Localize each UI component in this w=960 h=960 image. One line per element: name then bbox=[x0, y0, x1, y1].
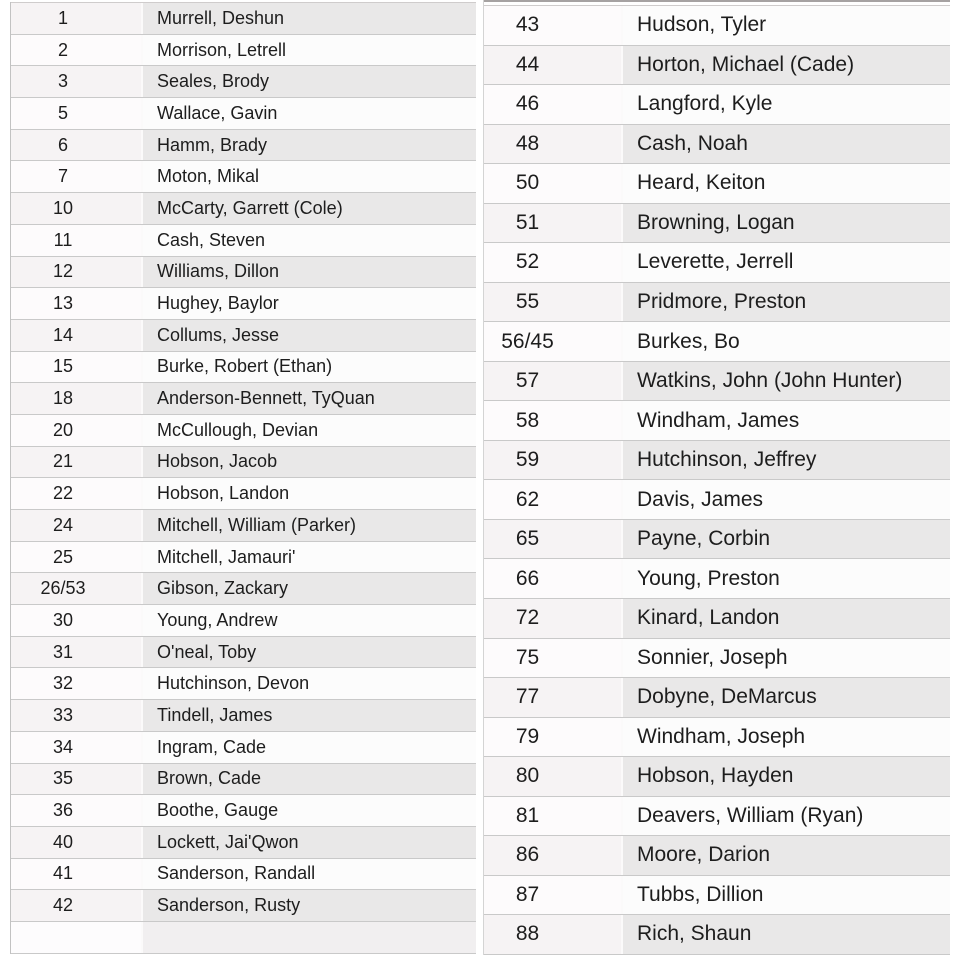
jersey-number-cell: 87 bbox=[484, 876, 621, 915]
jersey-number-cell: 3 bbox=[11, 66, 141, 97]
jersey-number-cell: 31 bbox=[11, 637, 141, 668]
roster-row bbox=[484, 836, 950, 876]
roster-row bbox=[11, 827, 476, 859]
jersey-number-cell: 59 bbox=[484, 441, 621, 480]
player-name-cell: Hamm, Brady bbox=[141, 130, 476, 161]
jersey-number-cell: 5 bbox=[11, 98, 141, 129]
roster-row bbox=[11, 35, 476, 67]
jersey-number-cell: 86 bbox=[484, 836, 621, 875]
jersey-number-cell: 11 bbox=[11, 225, 141, 256]
roster-row bbox=[484, 441, 950, 481]
roster-row bbox=[484, 559, 950, 599]
jersey-number-cell: 79 bbox=[484, 718, 621, 757]
jersey-number-cell: 34 bbox=[11, 732, 141, 763]
jersey-number-cell: 30 bbox=[11, 605, 141, 636]
player-name-cell: Hudson, Tyler bbox=[621, 6, 950, 45]
player-name-cell: Hobson, Jacob bbox=[141, 447, 476, 478]
roster-table-left bbox=[10, 2, 476, 954]
player-name-cell: Leverette, Jerrell bbox=[621, 243, 950, 282]
jersey-number-cell: 14 bbox=[11, 320, 141, 351]
roster-row bbox=[11, 764, 476, 796]
jersey-number-cell: 41 bbox=[11, 859, 141, 890]
roster-table-right-rows bbox=[484, 5, 950, 955]
roster-row bbox=[11, 542, 476, 574]
jersey-number-cell: 21 bbox=[11, 447, 141, 478]
jersey-number-cell: 32 bbox=[11, 668, 141, 699]
jersey-number-cell: 58 bbox=[484, 401, 621, 440]
jersey-number-cell: 52 bbox=[484, 243, 621, 282]
player-name-cell: Anderson-Bennett, TyQuan bbox=[141, 383, 476, 414]
roster-row bbox=[11, 3, 476, 35]
jersey-number-cell: 22 bbox=[11, 478, 141, 509]
roster-row bbox=[484, 243, 950, 283]
jersey-number-cell bbox=[11, 922, 141, 953]
player-name-cell: Sonnier, Joseph bbox=[621, 639, 950, 678]
jersey-number-cell: 81 bbox=[484, 797, 621, 836]
roster-row bbox=[11, 510, 476, 542]
roster-row bbox=[484, 915, 950, 955]
roster-row bbox=[484, 520, 950, 560]
jersey-number-cell: 56/45 bbox=[484, 322, 621, 361]
roster-table-left-rows bbox=[11, 2, 476, 954]
roster-row bbox=[484, 85, 950, 125]
roster-row bbox=[11, 732, 476, 764]
roster-row bbox=[484, 599, 950, 639]
player-name-cell: Tubbs, Dillion bbox=[621, 876, 950, 915]
jersey-number-cell: 66 bbox=[484, 559, 621, 598]
player-name-cell bbox=[141, 922, 476, 953]
jersey-number-cell: 50 bbox=[484, 164, 621, 203]
roster-row bbox=[11, 352, 476, 384]
player-name-cell: Murrell, Deshun bbox=[141, 3, 476, 34]
roster-row bbox=[484, 204, 950, 244]
player-name-cell: Tindell, James bbox=[141, 700, 476, 731]
roster-row bbox=[484, 718, 950, 758]
roster-row bbox=[484, 6, 950, 46]
player-name-cell: Hobson, Landon bbox=[141, 478, 476, 509]
roster-row bbox=[484, 876, 950, 916]
jersey-number-cell: 46 bbox=[484, 85, 621, 124]
jersey-number-cell: 13 bbox=[11, 288, 141, 319]
player-name-cell: Lockett, Jai'Qwon bbox=[141, 827, 476, 858]
jersey-number-cell: 10 bbox=[11, 193, 141, 224]
player-name-cell: Hutchinson, Jeffrey bbox=[621, 441, 950, 480]
player-name-cell: Moore, Darion bbox=[621, 836, 950, 875]
player-name-cell: Mitchell, William (Parker) bbox=[141, 510, 476, 541]
player-name-cell: Hobson, Hayden bbox=[621, 757, 950, 796]
player-name-cell: Burke, Robert (Ethan) bbox=[141, 352, 476, 383]
player-name-cell: Morrison, Letrell bbox=[141, 35, 476, 66]
jersey-number-cell: 1 bbox=[11, 3, 141, 34]
jersey-number-cell: 36 bbox=[11, 795, 141, 826]
roster-row bbox=[11, 130, 476, 162]
jersey-number-cell: 7 bbox=[11, 161, 141, 192]
player-name-cell: Payne, Corbin bbox=[621, 520, 950, 559]
player-name-cell: Sanderson, Rusty bbox=[141, 890, 476, 921]
jersey-number-cell: 75 bbox=[484, 639, 621, 678]
roster-row bbox=[11, 447, 476, 479]
player-name-cell: Horton, Michael (Cade) bbox=[621, 46, 950, 85]
player-name-cell: Mitchell, Jamauri' bbox=[141, 542, 476, 573]
player-name-cell: Rich, Shaun bbox=[621, 915, 950, 954]
player-name-cell: Seales, Brody bbox=[141, 66, 476, 97]
jersey-number-cell: 88 bbox=[484, 915, 621, 954]
player-name-cell: Davis, James bbox=[621, 480, 950, 519]
player-name-cell: Moton, Mikal bbox=[141, 161, 476, 192]
player-name-cell: Kinard, Landon bbox=[621, 599, 950, 638]
player-name-cell: Boothe, Gauge bbox=[141, 795, 476, 826]
roster-table-right bbox=[483, 0, 950, 955]
roster-row bbox=[11, 859, 476, 891]
player-name-cell: Browning, Logan bbox=[621, 204, 950, 243]
player-name-cell: Young, Preston bbox=[621, 559, 950, 598]
roster-row bbox=[11, 225, 476, 257]
roster-row bbox=[484, 678, 950, 718]
player-name-cell: Collums, Jesse bbox=[141, 320, 476, 351]
jersey-number-cell: 12 bbox=[11, 257, 141, 288]
jersey-number-cell: 44 bbox=[484, 46, 621, 85]
jersey-number-cell: 18 bbox=[11, 383, 141, 414]
jersey-number-cell: 55 bbox=[484, 283, 621, 322]
jersey-number-cell: 80 bbox=[484, 757, 621, 796]
jersey-number-cell: 42 bbox=[11, 890, 141, 921]
roster-row bbox=[484, 164, 950, 204]
roster-row bbox=[11, 668, 476, 700]
roster-row bbox=[484, 283, 950, 323]
player-name-cell: Cash, Steven bbox=[141, 225, 476, 256]
jersey-number-cell: 77 bbox=[484, 678, 621, 717]
player-name-cell: Hughey, Baylor bbox=[141, 288, 476, 319]
roster-row bbox=[11, 922, 476, 954]
roster-row bbox=[11, 478, 476, 510]
roster-row bbox=[11, 98, 476, 130]
player-name-cell: Gibson, Zackary bbox=[141, 573, 476, 604]
jersey-number-cell: 57 bbox=[484, 362, 621, 401]
player-name-cell: Brown, Cade bbox=[141, 764, 476, 795]
roster-row bbox=[11, 573, 476, 605]
jersey-number-cell: 48 bbox=[484, 125, 621, 164]
roster-row bbox=[11, 795, 476, 827]
roster-row bbox=[11, 415, 476, 447]
jersey-number-cell: 62 bbox=[484, 480, 621, 519]
player-name-cell: McCullough, Devian bbox=[141, 415, 476, 446]
roster-row bbox=[484, 639, 950, 679]
roster-row bbox=[11, 66, 476, 98]
player-name-cell: Ingram, Cade bbox=[141, 732, 476, 763]
player-name-cell: Heard, Keiton bbox=[621, 164, 950, 203]
jersey-number-cell: 24 bbox=[11, 510, 141, 541]
player-name-cell: Young, Andrew bbox=[141, 605, 476, 636]
jersey-number-cell: 72 bbox=[484, 599, 621, 638]
jersey-number-cell: 6 bbox=[11, 130, 141, 161]
player-name-cell: Hutchinson, Devon bbox=[141, 668, 476, 699]
player-name-cell: Dobyne, DeMarcus bbox=[621, 678, 950, 717]
roster-row bbox=[11, 193, 476, 225]
player-name-cell: Wallace, Gavin bbox=[141, 98, 476, 129]
roster-row bbox=[11, 383, 476, 415]
player-name-cell: Burkes, Bo bbox=[621, 322, 950, 361]
jersey-number-cell: 43 bbox=[484, 6, 621, 45]
player-name-cell: Langford, Kyle bbox=[621, 85, 950, 124]
roster-row bbox=[484, 322, 950, 362]
roster-row bbox=[11, 288, 476, 320]
jersey-number-cell: 26/53 bbox=[11, 573, 141, 604]
roster-row bbox=[484, 125, 950, 165]
jersey-number-cell: 20 bbox=[11, 415, 141, 446]
roster-row bbox=[11, 890, 476, 922]
player-name-cell: McCarty, Garrett (Cole) bbox=[141, 193, 476, 224]
roster-row bbox=[11, 161, 476, 193]
player-name-cell: Cash, Noah bbox=[621, 125, 950, 164]
jersey-number-cell: 35 bbox=[11, 764, 141, 795]
jersey-number-cell: 40 bbox=[11, 827, 141, 858]
roster-row bbox=[11, 320, 476, 352]
jersey-number-cell: 2 bbox=[11, 35, 141, 66]
player-name-cell: Sanderson, Randall bbox=[141, 859, 476, 890]
player-name-cell: Williams, Dillon bbox=[141, 257, 476, 288]
jersey-number-cell: 15 bbox=[11, 352, 141, 383]
player-name-cell: Deavers, William (Ryan) bbox=[621, 797, 950, 836]
roster-row bbox=[484, 480, 950, 520]
player-name-cell: O'neal, Toby bbox=[141, 637, 476, 668]
roster-row bbox=[484, 797, 950, 837]
roster-row bbox=[484, 401, 950, 441]
jersey-number-cell: 33 bbox=[11, 700, 141, 731]
player-name-cell: Windham, Joseph bbox=[621, 718, 950, 757]
player-name-cell: Pridmore, Preston bbox=[621, 283, 950, 322]
jersey-number-cell: 25 bbox=[11, 542, 141, 573]
roster-row bbox=[484, 362, 950, 402]
roster-row bbox=[484, 757, 950, 797]
roster-row bbox=[484, 46, 950, 86]
jersey-number-cell: 51 bbox=[484, 204, 621, 243]
roster-row bbox=[11, 700, 476, 732]
roster-row bbox=[11, 637, 476, 669]
roster-row bbox=[11, 605, 476, 637]
player-name-cell: Windham, James bbox=[621, 401, 950, 440]
jersey-number-cell: 65 bbox=[484, 520, 621, 559]
player-name-cell: Watkins, John (John Hunter) bbox=[621, 362, 950, 401]
roster-row bbox=[11, 257, 476, 289]
